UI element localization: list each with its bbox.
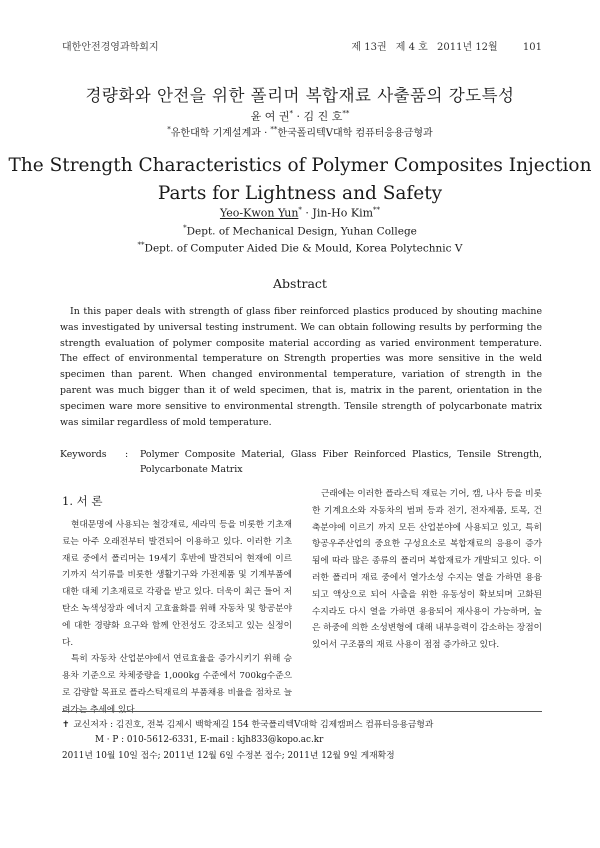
author-2-en: Jin-Ho Kim	[312, 206, 374, 220]
issue: 제 4 호	[395, 42, 428, 53]
issue-info	[345, 38, 542, 53]
paragraph: 현대문명에 사용되는 철강재료, 세라믹 등을 비롯한 기초재료는 아주 오래전부터 발견되어 이용하고 있다. 이러한 기초재료 중에서 폴리머는 19세기 후반에 발견되어 현재에 이르기까지 석기류를 비롯한 생활기구와 가전제품 및 기계부품에 대한 대체 기초재료로 각광을 받고 있다. 더욱이 최근 들어 저탄소 녹색성장과 에너지 고효율화를 위해 자동차 및 항공분야에 대한 경량화 요구와 함께 안전성도 강조되고 있는 실정이다.	[62, 520, 292, 648]
author-2-en-mark: **	[373, 206, 381, 214]
affil-mark-2: **	[270, 125, 278, 134]
title-english	[0, 152, 600, 208]
section-heading-introduction: 1. 서 론	[62, 494, 103, 508]
affil-en-mark-2: **	[137, 241, 145, 249]
title-korean: 경량화와 안전을 위한 폴리머 복합재료 사출품의 강도특성	[85, 86, 515, 105]
affil-mark-1: *	[167, 125, 171, 134]
volume: 제 13권	[351, 42, 387, 53]
affiliation-english-1	[0, 224, 600, 238]
affil-en-1: Dept. of Mechanical Design, Yuhan College	[186, 225, 417, 238]
affiliation-english-2	[0, 241, 600, 255]
abstract-heading: Abstract	[273, 276, 327, 291]
author-1-en: Yeo-Kwon Yun	[219, 206, 299, 220]
keywords-label: Keywords	[60, 449, 107, 460]
author-2-mark: **	[342, 109, 350, 118]
keywords-values	[140, 447, 542, 477]
affil-en-2: Dept. of Computer Aided Die & Mould, Korea Polytechnic V	[144, 242, 463, 255]
footnote-divider	[62, 711, 542, 712]
footnote-dates: 2011년 10월 10일 접수; 2011년 12월 6일 수정본 접수; 2011년 12월 9일 게재확정	[62, 751, 395, 761]
authors-english	[0, 206, 600, 220]
keywords-line-2: Polycarbonate Matrix	[140, 464, 243, 475]
page-number: 101	[522, 42, 542, 53]
footnote-line-1: 교신저자 : 김진호, 전북 김제시 백학제길 154 한국폴리텍V대학 김제캠퍼스 컴퓨터응용금형과	[73, 720, 434, 730]
author-1-mark: *	[289, 109, 293, 118]
right-column	[312, 486, 542, 654]
keywords-line-1: Polymer Composite Material, Glass Fiber Reinforced Plastics, Tensile Strength,	[140, 449, 542, 460]
dagger-mark: ✝	[62, 720, 70, 730]
affiliation-korean	[0, 124, 600, 139]
affil-2-ko: 한국폴리텍V대학 컴퓨터응용금형과	[277, 128, 433, 139]
paragraph: 특히 자동차 산업분야에서 연료효율을 증가시키기 위해 승용차 기준으로 차체중량을 1,000kg 수준에서 700kg수준으로 감량할 목표로 플라스틱재료의 부품채용 비율을 점차로 늘려가는 추세에 있다.	[62, 654, 292, 715]
author-separator: ·	[293, 110, 304, 123]
paragraph: 근래에는 이러한 플라스틱 재료는 기어, 캠, 나사 등을 비롯한 기계요소와 자동차의 범퍼 등과 전기, 전자제품, 토목, 건축분야에 이르기 까지 모든 산업분야에 사용되고 있고, 특히 항공우주산업의 중요한 구성요소로 복합재료의 응용이 증가됨에 따라 많은 종류의 폴리머 복합재료가 개발되고 있다. 이러한 폴리머 재료 중에서 열가소성 수지는 열을 가하면 용융되고 액상으로 되어 사출을 위한 유동성이 확보되며 고화된 수지라도 다시 열을 가하면 용융되어 재사용이 가능하며, 높은 하중에 의한 소성변형에 대해 내부응력이 감소하는 장점이 있어서 구조품의 재료 사용이 점점 증가하고 있다.	[312, 489, 542, 651]
issue-date: 2011년 12월	[437, 42, 498, 53]
author-en-separator: ·	[301, 206, 313, 220]
title-en-line-2: Parts for Lightness and Safety	[157, 183, 443, 204]
journal-name: 대한안전경영과학회지	[62, 42, 159, 53]
footnote-contact: M · P : 010-5612-6331, E-mail : kjh833@kopo.ac.kr	[95, 735, 324, 745]
keywords-colon: :	[125, 449, 129, 460]
affil-en-mark-1: *	[183, 224, 187, 232]
title-en-line-1: The Strength Characteristics of Polymer Composites Injection	[8, 155, 592, 176]
author-1-ko: 윤 여 권	[250, 110, 290, 123]
running-header	[62, 38, 542, 54]
footnote-corresponding	[62, 718, 433, 733]
author-2-ko: 김 진 호	[303, 110, 343, 123]
affil-1-ko: 유한대학 기계설계과 ·	[170, 128, 271, 139]
authors-korean	[0, 108, 600, 124]
abstract-body: In this paper deals with strength of glass fiber reinforced plastics produced by shouting machine was investigated by universal testing instrument. We can obtain following results by performing the strength evaluation of polymer composite material according as varied environment temperature. The effect of environmental temperature on Strength properties was more sensitive in the weld specimen than parent. When changed environmental temperature, variation of strength in the parent was much bigger than it of weld specimen, that is, matrix in the parent, orientation in the specimen ware more sensitive to environmental strength. Tensile strength of polycarbonate matrix was similar regardless of mold temperature.	[60, 306, 542, 428]
left-column	[62, 517, 292, 719]
author-1-en-mark: *	[298, 206, 302, 214]
